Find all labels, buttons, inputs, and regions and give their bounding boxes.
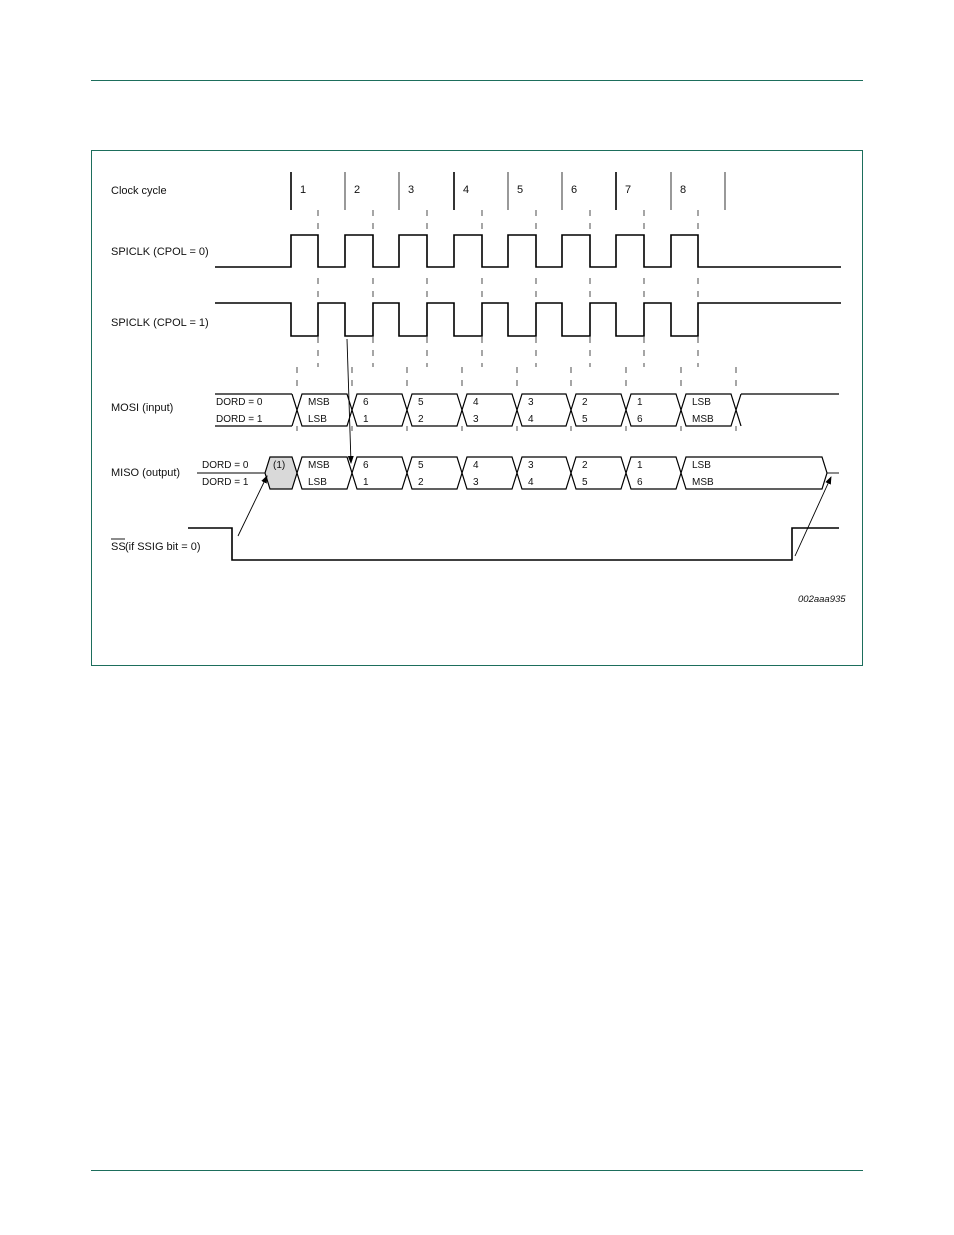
mosi-bit-cell — [407, 394, 462, 426]
mosi-exit-edge — [736, 394, 741, 410]
mosi-bit-cell — [462, 394, 517, 426]
miso-bit-cell — [352, 457, 407, 489]
spi-timing-figure — [91, 150, 863, 666]
spiclk-cpol0-label: SPICLK (CPOL = 0) — [111, 246, 209, 258]
mosi-dord1-bit-0: LSB — [308, 414, 327, 425]
mosi-dord0-bit-4: 3 — [528, 397, 534, 408]
spi-timing-diagram — [92, 151, 862, 665]
mosi-bit-cell — [571, 394, 626, 426]
mosi-entry-edge — [292, 394, 297, 410]
miso-dord1-label: DORD = 1 — [202, 477, 249, 488]
spiclk-cpol1-label: SPICLK (CPOL = 1) — [111, 317, 209, 329]
miso-dord0-bit-2: 5 — [418, 460, 424, 471]
miso-dord0-bit-5: 2 — [582, 460, 588, 471]
miso-bit-cell — [626, 457, 681, 489]
miso-bit-cell — [517, 457, 571, 489]
miso-dord1-bit-3: 3 — [473, 477, 479, 488]
clock-cycle-label: Clock cycle — [111, 185, 167, 197]
miso-dord1-bit-7: MSB — [692, 477, 714, 488]
mosi-dord1-bit-2: 2 — [418, 414, 424, 425]
mosi-dord0-bit-5: 2 — [582, 397, 588, 408]
miso-dord0-bit-3: 4 — [473, 460, 479, 471]
mosi-dord0-bit-7: LSB — [692, 397, 711, 408]
mosi-label: MOSI (input) — [111, 402, 174, 414]
mosi-bit-cell — [517, 394, 571, 426]
miso-bit-cell — [462, 457, 517, 489]
miso-dord1-bit-0: LSB — [308, 477, 327, 488]
miso-dord1-bit-2: 2 — [418, 477, 424, 488]
mosi-bit-cell — [352, 394, 407, 426]
mosi-dord0-bit-0: MSB — [308, 397, 330, 408]
mosi-bit-cell — [626, 394, 681, 426]
miso-dord0-bit-6: 1 — [637, 460, 643, 471]
miso-dord0-bit-1: 6 — [363, 460, 369, 471]
mosi-dord1-bit-1: 1 — [363, 414, 369, 425]
cycle-number-8: 8 — [680, 184, 687, 196]
mosi-dord0-bit-2: 5 — [418, 397, 424, 408]
cycle-number-4: 4 — [463, 184, 470, 196]
miso-dord1-bit-5: 5 — [582, 477, 588, 488]
mosi-dord1-bit-6: 6 — [637, 414, 643, 425]
ss-condition-label: (if SSIG bit = 0) — [125, 541, 201, 553]
mosi-dord1-label: DORD = 1 — [216, 414, 263, 425]
miso-bit-cell — [571, 457, 626, 489]
mosi-dord0-bit-1: 6 — [363, 397, 369, 408]
ss-bar-label: SS — [111, 541, 126, 553]
miso-dord0-bit-4: 3 — [528, 460, 534, 471]
figure-id: 002aaa935 — [798, 594, 846, 605]
clock-to-miso-arrow — [347, 339, 351, 463]
mosi-dord0-bit-6: 1 — [637, 397, 643, 408]
miso-dord1-bit-6: 6 — [637, 477, 643, 488]
miso-dord1-bit-4: 4 — [528, 477, 534, 488]
cycle-number-7: 7 — [625, 184, 632, 196]
cycle-number-2: 2 — [354, 184, 361, 196]
miso-bit-cell — [407, 457, 462, 489]
miso-dord1-bit-1: 1 — [363, 477, 369, 488]
header-rule — [91, 80, 863, 81]
spiclk-cpol0-waveform — [215, 235, 841, 267]
cycle-number-3: 3 — [408, 184, 415, 196]
mosi-exit-edge — [736, 410, 741, 426]
mosi-dord0-label: DORD = 0 — [216, 397, 263, 408]
miso-dord0-bit-0: MSB — [308, 460, 330, 471]
miso-dord0-bit-7: LSB — [692, 460, 711, 471]
miso-label: MISO (output) — [111, 467, 181, 479]
miso-dord0-label: DORD = 0 — [202, 460, 249, 471]
mosi-dord0-bit-3: 4 — [473, 397, 479, 408]
mosi-dord1-bit-3: 3 — [473, 414, 479, 425]
spiclk-cpol1-waveform — [215, 303, 841, 336]
miso-note-marker: (1) — [273, 460, 286, 471]
footer-rule — [91, 1170, 863, 1171]
cycle-number-1: 1 — [300, 184, 307, 196]
mosi-entry-edge — [292, 410, 297, 426]
mosi-dord1-bit-7: MSB — [692, 414, 714, 425]
ss-waveform — [188, 528, 839, 560]
mosi-dord1-bit-5: 5 — [582, 414, 588, 425]
cycle-number-6: 6 — [571, 184, 578, 196]
mosi-dord1-bit-4: 4 — [528, 414, 534, 425]
cycle-number-5: 5 — [517, 184, 524, 196]
waveforms — [188, 172, 841, 560]
